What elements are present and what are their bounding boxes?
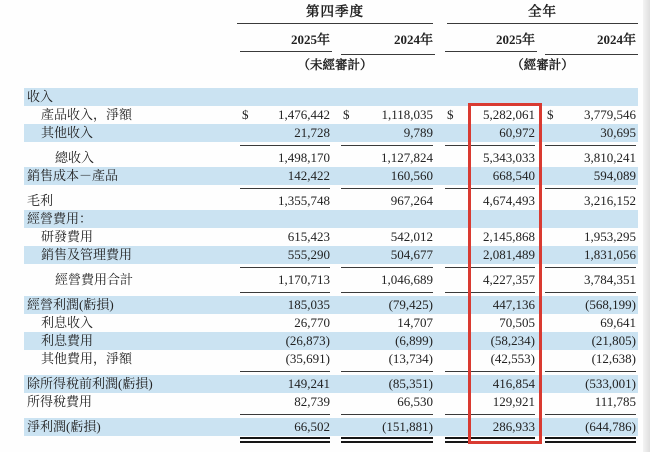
spacer <box>24 289 240 296</box>
value-cell <box>240 418 332 436</box>
cell-value: 129,921 <box>492 394 535 409</box>
value-cell <box>545 246 638 264</box>
rule-segment <box>240 411 332 418</box>
q4-group-underline <box>237 23 433 24</box>
value-cell <box>445 246 537 264</box>
subtotal-rule <box>24 264 638 271</box>
table-row <box>24 393 638 411</box>
table-row <box>24 314 638 332</box>
row-label: 收入 <box>27 89 54 104</box>
value-cell <box>341 296 435 314</box>
cell-value: 416,854 <box>492 376 535 391</box>
fy-2024-underline <box>545 54 638 55</box>
value-cell <box>341 106 435 124</box>
rule-segment <box>545 289 638 296</box>
row-label: 銷售成本－產品 <box>27 168 119 183</box>
value-cell <box>341 246 435 264</box>
cell-value: 2,145,868 <box>483 229 535 244</box>
value-cell <box>240 106 332 124</box>
q4-2025-underline <box>240 51 332 52</box>
double-rule-segment <box>545 436 638 449</box>
value-cell <box>545 106 638 124</box>
table-row <box>24 106 638 124</box>
cell-value: 4,227,357 <box>483 272 535 287</box>
value-cell <box>240 296 332 314</box>
cell-value: (533,001) <box>585 376 636 391</box>
table-row <box>24 332 638 350</box>
value-cell <box>545 271 638 289</box>
cell-value: 3,784,351 <box>584 272 636 287</box>
value-cell <box>240 88 332 106</box>
rule-segment <box>545 185 638 192</box>
value-cell <box>240 228 332 246</box>
rule-segment <box>445 289 537 296</box>
cell-value: 3,779,546 <box>584 107 636 122</box>
cell-value: 2,081,489 <box>483 247 535 262</box>
cell-value: 542,012 <box>390 229 433 244</box>
column-group-q4-title: 第四季度 <box>306 4 364 19</box>
value-cell <box>445 124 537 142</box>
table-row <box>24 246 638 264</box>
value-cell <box>545 228 638 246</box>
rule-segment <box>341 142 435 149</box>
spacer <box>24 264 240 271</box>
rule-segment <box>445 411 537 418</box>
cell-value: (85,351) <box>388 376 433 391</box>
value-cell <box>445 314 537 332</box>
value-cell <box>445 393 537 411</box>
value-cell <box>341 88 435 106</box>
rule-segment <box>341 289 435 296</box>
subtotal-rule <box>24 368 638 375</box>
value-cell <box>341 271 435 289</box>
value-cell <box>341 124 435 142</box>
row-label: 利息收入 <box>41 315 94 330</box>
cell-value: 286,933 <box>492 419 535 434</box>
value-cell <box>240 149 332 167</box>
page-edge <box>643 0 650 452</box>
table-row <box>24 88 638 106</box>
cell-value: 14,707 <box>397 315 433 330</box>
subtotal-rule <box>24 142 638 149</box>
cell-value: 149,241 <box>287 376 330 391</box>
value-cell <box>545 167 638 185</box>
value-cell <box>240 375 332 393</box>
cell-value: 82,739 <box>294 394 330 409</box>
value-cell <box>445 106 537 124</box>
value-cell <box>445 375 537 393</box>
cell-value: (6,899) <box>395 333 433 348</box>
table-row <box>24 124 638 142</box>
cell-value: (58,234) <box>490 333 535 348</box>
cell-value: 4,674,493 <box>483 193 535 208</box>
subtotal-rule <box>24 289 638 296</box>
rule-segment <box>445 264 537 271</box>
column-header-q4-2024: 2024年 <box>393 32 433 47</box>
cell-value: 185,035 <box>287 297 330 312</box>
currency-symbol: $ <box>447 107 454 122</box>
cell-value: 60,972 <box>499 125 535 140</box>
fy-2025-underline <box>445 51 537 52</box>
value-cell <box>445 296 537 314</box>
cell-value: (13,734) <box>388 351 433 366</box>
q4-audit-note: （未經審計） <box>297 58 373 72</box>
row-label: 經營利潤(虧損) <box>27 297 114 312</box>
financial-table <box>24 88 638 449</box>
cell-value: (21,805) <box>591 333 636 348</box>
value-cell <box>445 88 537 106</box>
cell-value: 1,046,689 <box>381 272 433 287</box>
value-cell <box>341 167 435 185</box>
table-row <box>24 375 638 393</box>
value-cell <box>240 271 332 289</box>
grand-total-double-rule <box>24 436 638 449</box>
value-cell <box>240 167 332 185</box>
rule-segment <box>240 142 332 149</box>
rule-segment <box>445 368 537 375</box>
table-row <box>24 418 638 436</box>
table-row <box>24 167 638 185</box>
value-cell <box>240 210 332 228</box>
column-header-q4-2025: 2025年 <box>290 32 330 47</box>
fullyear-group-underline <box>447 23 638 24</box>
value-cell <box>240 393 332 411</box>
table-row <box>24 271 638 289</box>
rule-segment <box>240 368 332 375</box>
table-row <box>24 228 638 246</box>
value-cell <box>545 418 638 436</box>
cell-value: 668,540 <box>492 168 535 183</box>
value-cell <box>445 271 537 289</box>
rule-segment <box>445 185 537 192</box>
cell-value: 615,423 <box>287 229 330 244</box>
rule-segment <box>240 289 332 296</box>
cell-value: 1,953,295 <box>584 229 636 244</box>
double-rule-segment <box>341 436 435 449</box>
value-cell <box>445 149 537 167</box>
currency-symbol: $ <box>343 107 350 122</box>
value-cell <box>240 192 332 210</box>
cell-value: 9,789 <box>403 125 433 140</box>
currency-symbol: $ <box>242 107 249 122</box>
cell-value: 594,089 <box>593 168 636 183</box>
rule-segment <box>240 264 332 271</box>
double-rule-segment <box>445 436 537 449</box>
value-cell <box>545 210 638 228</box>
cell-value: (12,638) <box>591 351 636 366</box>
subtotal-rule <box>24 411 638 418</box>
rule-segment <box>341 264 435 271</box>
value-cell <box>341 350 435 368</box>
value-cell <box>445 192 537 210</box>
cell-value: 1,498,170 <box>278 150 330 165</box>
value-cell <box>545 124 638 142</box>
cell-value: 5,343,033 <box>483 150 535 165</box>
cell-value: 1,170,713 <box>278 272 330 287</box>
row-label: 研發費用 <box>41 229 94 244</box>
cell-value: (644,786) <box>585 419 636 434</box>
cell-value: 66,530 <box>397 394 433 409</box>
value-cell <box>545 149 638 167</box>
column-group-fullyear-title: 全年 <box>528 4 557 19</box>
value-cell <box>445 332 537 350</box>
row-label: 銷售及管理費用 <box>41 247 133 262</box>
rule-segment <box>545 142 638 149</box>
value-cell <box>240 246 332 264</box>
row-label: 利息費用 <box>41 333 94 348</box>
cell-value: 1,118,035 <box>381 107 433 122</box>
value-cell <box>545 314 638 332</box>
spacer <box>24 411 240 418</box>
value-cell <box>545 332 638 350</box>
value-cell <box>445 228 537 246</box>
cell-value: 967,264 <box>390 193 433 208</box>
cell-value: 160,560 <box>390 168 433 183</box>
cell-value: 69,641 <box>600 315 636 330</box>
value-cell <box>341 314 435 332</box>
row-label: 經營費用： <box>27 211 93 226</box>
cell-value: 504,677 <box>390 247 433 262</box>
table-row <box>24 210 638 228</box>
table-row <box>24 192 638 210</box>
cell-value: (151,881) <box>382 419 433 434</box>
subtotal-rule <box>24 185 638 192</box>
value-cell <box>341 418 435 436</box>
row-label: 經營費用合計 <box>55 272 134 287</box>
rule-segment <box>545 411 638 418</box>
rule-segment <box>545 264 638 271</box>
rule-segment <box>240 185 332 192</box>
rule-segment <box>545 368 638 375</box>
cell-value: 3,216,152 <box>584 193 636 208</box>
value-cell <box>341 210 435 228</box>
value-cell <box>545 296 638 314</box>
value-cell <box>545 350 638 368</box>
row-label: 產品收入，淨額 <box>41 107 133 122</box>
value-cell <box>341 332 435 350</box>
rule-segment <box>341 368 435 375</box>
value-cell <box>240 350 332 368</box>
value-cell <box>341 149 435 167</box>
row-label: 總收入 <box>55 150 95 165</box>
cell-value: 447,136 <box>492 297 535 312</box>
value-cell <box>545 393 638 411</box>
rule-segment <box>341 411 435 418</box>
spacer <box>24 142 240 149</box>
value-cell <box>545 88 638 106</box>
rule-segment <box>445 142 537 149</box>
cell-value: (79,425) <box>388 297 433 312</box>
value-cell <box>240 332 332 350</box>
rule-segment <box>341 185 435 192</box>
cell-value: 5,282,061 <box>483 107 535 122</box>
value-cell <box>341 192 435 210</box>
value-cell <box>445 350 537 368</box>
double-rule-segment <box>240 436 332 449</box>
cell-value: 111,785 <box>594 394 636 409</box>
row-label: 除所得稅前利潤(虧損) <box>27 376 153 391</box>
cell-value: 555,290 <box>287 247 330 262</box>
value-cell <box>240 124 332 142</box>
table-row <box>24 296 638 314</box>
value-cell <box>341 228 435 246</box>
cell-value: (26,873) <box>285 333 330 348</box>
cell-value: 70,505 <box>499 315 535 330</box>
cell-value: 1,127,824 <box>381 150 433 165</box>
value-cell <box>445 418 537 436</box>
cell-value: 142,422 <box>287 168 330 183</box>
spacer <box>24 368 240 375</box>
currency-symbol: $ <box>547 107 554 122</box>
row-label: 其他費用，淨額 <box>41 351 133 366</box>
spacer <box>24 436 240 449</box>
value-cell <box>445 167 537 185</box>
row-label: 毛利 <box>27 193 54 208</box>
value-cell <box>341 375 435 393</box>
cell-value: (42,553) <box>490 351 535 366</box>
row-label: 所得稅費用 <box>27 394 93 409</box>
cell-value: 30,695 <box>600 125 636 140</box>
value-cell <box>545 192 638 210</box>
cell-value: 1,355,748 <box>278 193 330 208</box>
value-cell <box>445 210 537 228</box>
table-row <box>24 149 638 167</box>
column-header-fy-2025: 2025年 <box>495 32 535 47</box>
cell-value: 21,728 <box>294 125 330 140</box>
spacer <box>24 185 240 192</box>
table-row <box>24 350 638 368</box>
q4-2024-underline <box>341 54 435 55</box>
value-cell <box>545 375 638 393</box>
fullyear-audit-note: （經審計） <box>511 58 574 72</box>
cell-value: (35,691) <box>285 351 330 366</box>
cell-value: (568,199) <box>585 297 636 312</box>
row-label: 淨利潤(虧損) <box>27 419 101 434</box>
cell-value: 1,831,056 <box>584 247 636 262</box>
cell-value: 1,476,442 <box>278 107 330 122</box>
cell-value: 3,810,241 <box>584 150 636 165</box>
value-cell <box>240 314 332 332</box>
column-header-fy-2024: 2024年 <box>596 32 636 47</box>
row-label: 其他收入 <box>41 125 94 140</box>
value-cell <box>341 393 435 411</box>
cell-value: 26,770 <box>294 315 330 330</box>
cell-value: 66,502 <box>294 419 330 434</box>
